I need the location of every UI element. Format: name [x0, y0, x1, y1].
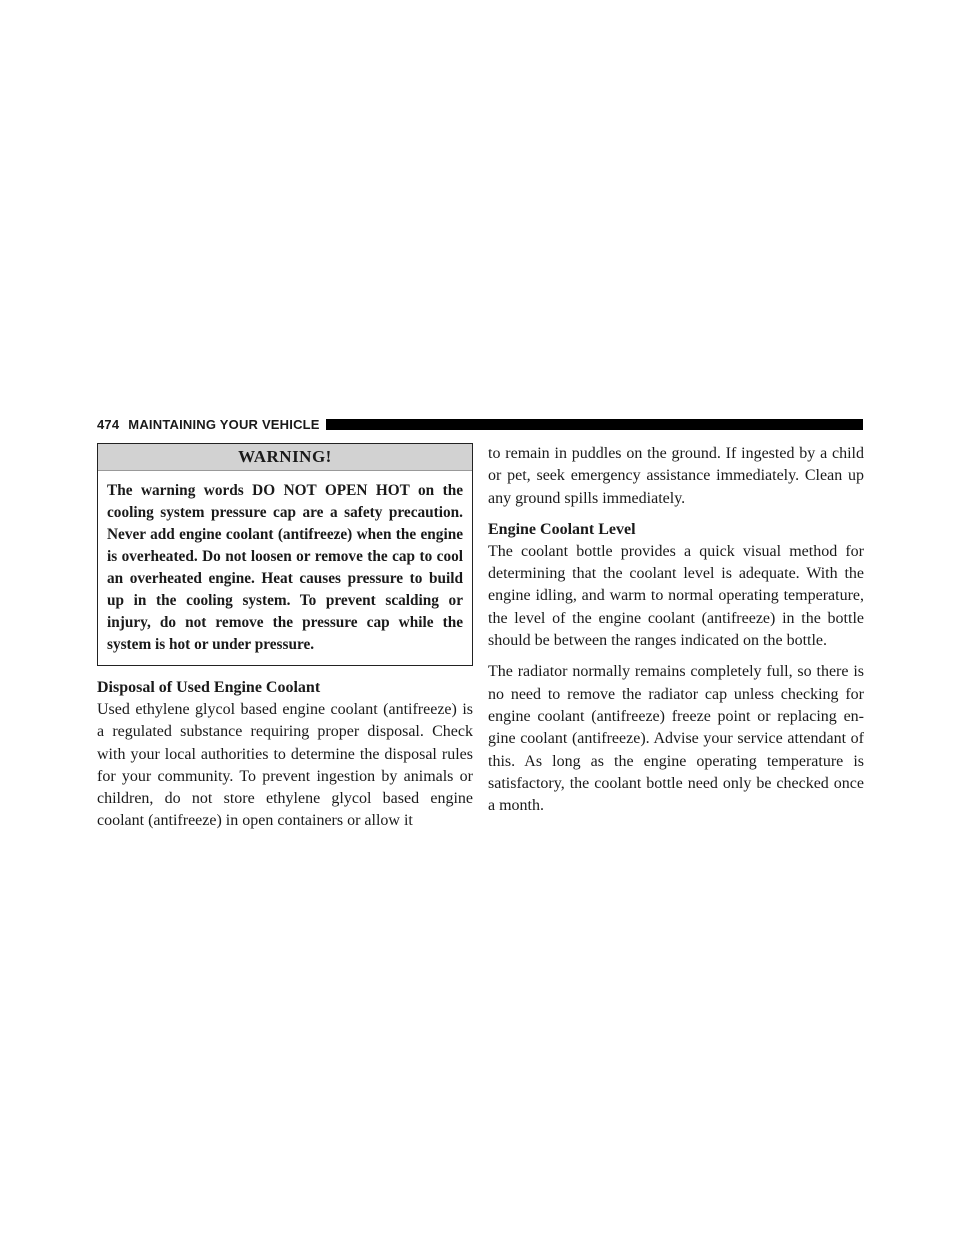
disposal-text-continued: to remain in puddles on the ground. If ingested by a child or pet, seek emergency assistance immediately. Clean up any ground spills immediately.: [488, 445, 864, 507]
warning-text: The warning words DO NOT OPEN HOT on the cooling system pressure cap are a safety precaution. Never add engine coolant (antifreeze) when the engine is overheated. Do not loosen or remove the cap to cool an overheated engine. Heat causes pressure to build up in the cooling system. To prevent scalding or injury, do not remove the pressure cap while the system is hot or under pressure.: [107, 482, 463, 653]
page-number: 474: [97, 416, 120, 432]
disposal-heading: Disposal of Used Engine Coolant: [97, 679, 321, 696]
page-header: [97, 416, 863, 432]
left-column: [97, 443, 473, 833]
header-rule: [326, 419, 863, 430]
right-column: [488, 443, 864, 817]
coolant-level-heading: Engine Coolant Level: [488, 520, 636, 538]
coolant-level-paragraph-1: The coolant bottle provides a quick visual method for determining that the coolant level is adequate. With the engine idling, and warm to normal operating temperature, the level of the engine coolant (antifreeze) in the bottle should be between the ranges indicated on the bottle.: [488, 542, 864, 650]
disposal-text: Used ethylene glycol based engine coolant (antifreeze) is a regulated substance requiring proper disposal. Check with your local authorities to determine the disposal rules for your community. To prevent ingestion by animals or children, do not store ethylene glycol based engine coolant (antifreeze) in open containers or allow it: [97, 701, 473, 830]
coolant-level-paragraph-2: The radiator normally remains completely full, so there is no need to remove the radiator cap unless checking for engine coolant (antifreeze) freeze point or replacing engine coolant (antifreeze). Advise your service attendant of this. As long as the engine operating temperature is satisfactory, the coolant bottle need only be checked once a month.: [488, 663, 864, 815]
warning-title: WARNING!: [98, 444, 472, 471]
warning-box: [97, 443, 473, 666]
section-title: MAINTAINING YOUR VEHICLE: [128, 416, 320, 432]
